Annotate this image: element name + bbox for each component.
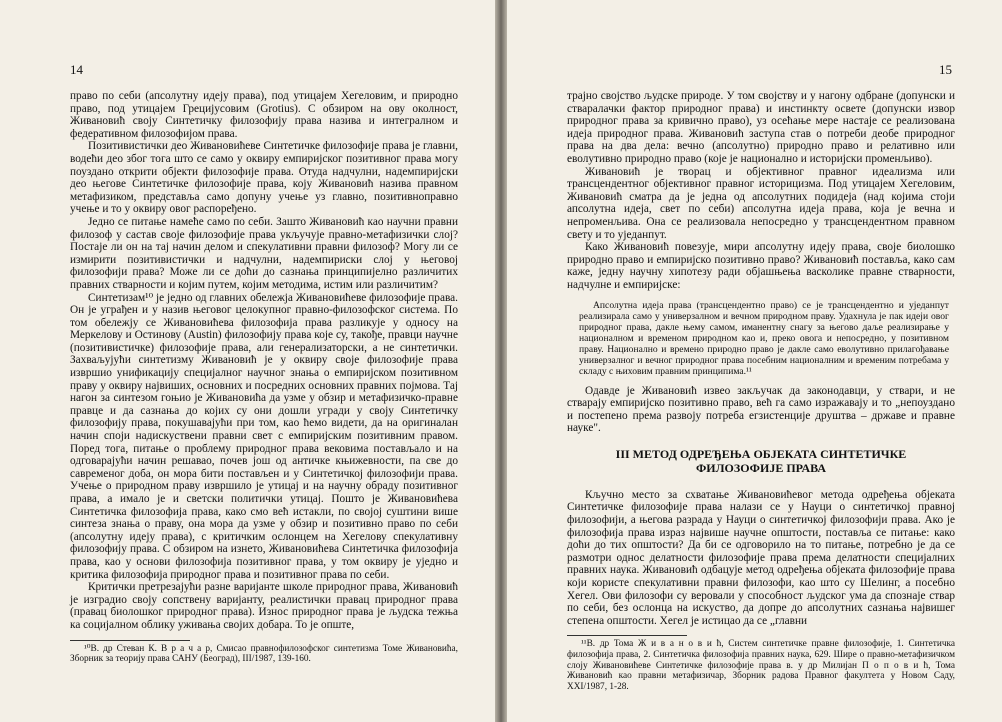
paragraph: Живановић је творац и објективног правног идеализма или трансцендентног објективног правног историцизма. Под утицајем Хегеловим, Живановић сматра да је једна од апсолутних подидеја (над којима стоји апсолутна идеја, свет по себи) апсолутна идеја права, која је вечна и непроменљива. Она се реализовала непосредно у трансцендентном правном свету и то уједанпут.	[567, 165, 955, 241]
page-number-left: 14	[70, 62, 83, 77]
paragraph: трајно својство људске природе. У том својству и у нагону одбране (допунски и стваралачки фактор природног права) и инстинкту освете (допунски извор природног права за кривично право), уз осећање мере настаје се реализована идеја природног права. Живановић заступа став о потреби деобе природног права на два дела: вечно (апсолутно) природно право и релативно или еволутивно природно право (које је национално и историјски променљиво).	[567, 90, 955, 165]
footnote-rule	[70, 640, 190, 641]
section-heading: III МЕТОД ОДРЕЂЕЊА ОБЈЕКАТА СИНТЕТИЧКЕ ФИЛОЗОФИЈЕ ПРАВА	[615, 446, 907, 475]
book-spine	[495, 0, 507, 722]
paragraph: Синтетизам¹⁰ је једно од главних обележја Живановићеве филозофије права. Он је уграђен и у назив његовог целокупног правно-филозофског система. По том обележју се Живановићева филозофија права разликује у односу на Меркелову и Остинову (Austin) филозофију права које су, такође, правци научне (позитивистичке) филозофије права, али генерализаторски, а не синтетички. Захваљујући синтетизму Живановић је у оквиру своје филозофије права извршио унификацију специјалног научног знања о емпиријском позитивном праву у оквиру највиших, основних и посредних основних правних појмова. Тај нагон за синтезом гоњио је Живановића да узме у обзир и метафизичко-правне правце и да сазнања до којих су они дошли угради у своју Синтетичку филозофију права, покушавајући при том, као ћемо видети, да на оригиналан начин споји надискуствени правни свет с емпиријским позитивним правом. Поред тога, питање о проблему природног права вековима постављало и на одговарајући начин решавао, почев још од античке књижевности, па све до савременог доба, он мора бити постављен и у Синтетичкој филозофији права. Учење о природном праву извршило је утицај и на научну обраду позитивног права, а имало је и светски политички утицај. Пошто је Живановићева Синтетичка филозофија права, како смо већ истакли, по својој суштини више синтеза знања о праву, она мора да узме у обзир и позитивно право по себи (апсолутну идеју права), с критичким ослонцем на Хегелову спекулативну филозофију права. С обзиром на изнето, Живановићева Синтетичка филозофија права, као у основи филозофија позитивног права, у том оквиру је уједно и критика филозофија природног права и позитивног права по себи.	[70, 291, 458, 581]
footnote: ¹¹В. др Тома Ж и в а н о в и ћ, Систем синтетичке правне филозофије, 1. Синтетичка филозофија права, 2. Синтетичка филозофија правних наука, 629. Шире о правно-метафизичком слоју Живановићеве Синтетичке филозофије права в. у др Милијан П о п о в и ћ, Тома Живановић као правни метафизичар, Зборник радова Правног факултета у Новом Саду, XXI/1987, 1-28.	[567, 639, 955, 692]
paragraph: Одавде је Живановић извео закључак да законодавци, у ствари, и не стварају емпиријско позитивно право, већ га само изражавају и то „непоуздано и постепено према развоју потреба егзистенције друштва – државе и правне науке".	[567, 384, 955, 435]
paragraph: Критички претрезајући разне варијанте школе природног права, Живановић је изградио своју сопствену варијанту, реалистички правац природног права (правац биолошког природног права). Износ природног права је људска тежња ка социјалном облику уживања својих добара. То је опште,	[70, 581, 458, 631]
paragraph: Како Живановић повезује, мири апсолутну идеју права, своје биолошко природно право и емпиријско позитивно право? Живановић поставља, како сам каже, једну научну хипотезу ради објашњења васколике правне стварности, надчулне и емпиријске:	[567, 241, 955, 291]
paragraph: Позитивистички део Живановићеве Синтетичке филозофије права је главни, водећи део због тога што се само у оквиру емпиријског позитивног права могу поуздано открити објекти филозофије права. Отуда надчулни, надемпиријски део његове Синтетичке филозофије права, коју Живановић назива правном метафизиком, представља само допуну учење уз главно, позитивноправно учење и то у оквиру овог распоређено.	[70, 140, 458, 216]
footnote-rule	[567, 635, 687, 636]
paragraph: право по себи (апсолутну идеју права), под утицајем Хегеловим, и природно право, под утицајем Грецијусовим (Grotius). С обзиром на ову околност, Живановић своју Синтетичку филозофију права назива и интегралном и федеративном филозофијом права.	[70, 90, 458, 140]
paragraph: Једно се питање намеће само по себи. Зашто Живановић као научни правни филозоф у састав своје филозофије права укључује правно-метафизички слој? Постаје ли он на тај начин делом и спекулативни правни филозоф? Могу ли се измирити позитивистички и надчулни, надемпириски слој у његовој филозофији права? Може ли се доћи до сазнања принципијелно различитих правних стварности и којим путем, којим методима, истим или различитим?	[70, 215, 458, 291]
footnote: ¹⁰В. др Стеван К. В р а ч а р, Смисао правнофилозофског синтетизма Томе Живановића, Зборник за теорију права САНУ (Београд), III/1987, 139-160.	[70, 643, 458, 665]
quote-text: Апсолутна идеја права (трансцендентно право) се је трансцендентно и уједанпут реализирала само у универзалном и вечном природном праву. Удахнула је пак идеји овог природног права, дакле њему самом, иманентну снагу за његово даље реализирање у националном и временом природном као и, преко овога и непосредно, у позитивном праву. Национално и времено природно право је дакле само еволутивно прилагођавање универзалног и вечног природног права посебним националним и временим потребама у складу с њиховим правним принципима.¹¹	[579, 299, 949, 377]
block-quote	[579, 300, 949, 377]
page-number-right: 15	[939, 62, 952, 77]
left-body	[70, 90, 458, 665]
paragraph: Кључно место за схватање Живановићевог метода одређења објеката Синтетичке филозофије права налази се у Науци о синтетичкој правној филозофији, а његова разрада у Науци о синтетичкој филозофији права. Ако је филозофија права израз највише научне општости, поставља се питање: како доћи до тих општости? Да би се одговорило на то питање, потребно је да се размотри однос делатности филозофије права према делатности специјалних правних наука. Живановић одбацује метод одређења објеката филозофије права који користе спекулативни правни филозофи, као што су Шелинг, а посебно Хегел. Ови филозофи су веровали у способност људског ума да спознаје ствар по себи, без ослонца на искуство, да допре до апсолутних сазнања највишег степена општости. Хегел је истицао да се „главни	[567, 488, 955, 627]
right-body	[567, 90, 955, 692]
